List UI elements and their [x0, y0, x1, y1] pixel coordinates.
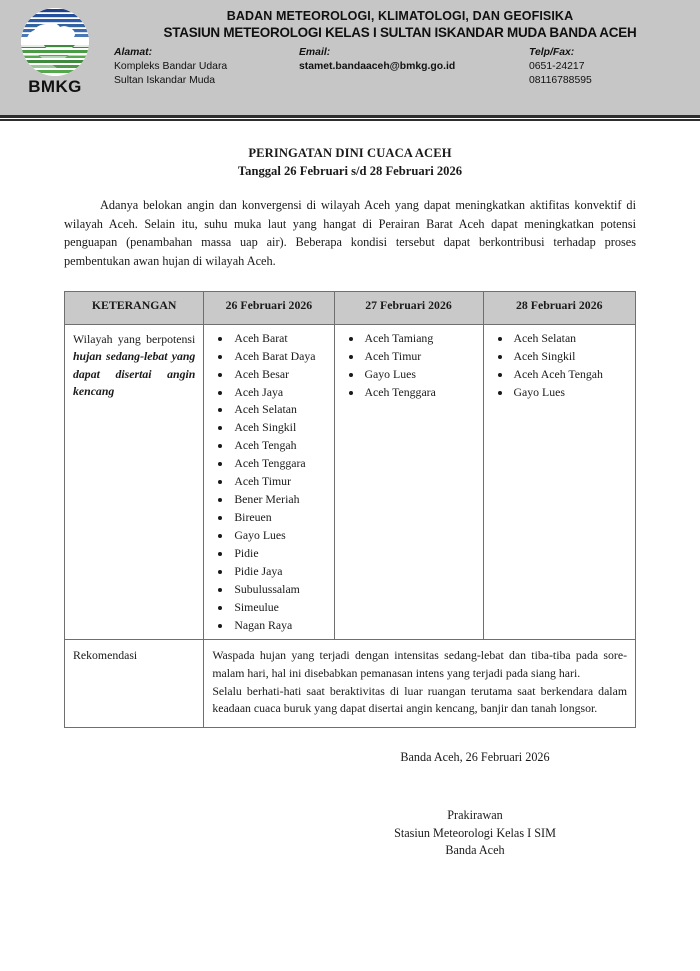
region-list-item: • Aceh Barat [232, 330, 329, 348]
region-list-item: • Gayo Lues [363, 366, 479, 384]
organization-name: BADAN METEOROLOGI, KLIMATOLOGI, DAN GEOFISIKA [226, 9, 574, 23]
row-label-emphasis: hujan sedang-lebat yang dapat disertai angin kencang [73, 349, 196, 399]
region-list-item: • Aceh Timur [232, 473, 329, 491]
region-cell-day-2 [334, 324, 483, 640]
region-list-item: • Aceh Barat Daya [232, 348, 329, 366]
logo-wordmark: BMKG [28, 77, 82, 96]
table-header-row [65, 291, 636, 324]
address-label: Alamat: [114, 47, 153, 58]
recommendation-paragraph: Waspada hujan yang terjadi dengan intensitas sedang-lebat dan tiba-tiba pada sore-malam hari, hal ini disebabkan pemanasan intens yang terjadi pada siang hari. [212, 648, 627, 681]
region-list-item: • Aceh Singkil [232, 419, 329, 437]
intro-paragraph: Adanya belokan angin dan konvergensi di wilayah Aceh yang dapat meningkatkan aktifitas konvektif di wilayah Aceh. Selain itu, suhu muka laut yang hangat di Perairan Barat Aceh dapat meningkatkan potensi penguapan (penambahan massa uap air). Beberapa kondisi tersebut dapat berkontribusi terhadap proses pembentukan awan hujan di wilayah Aceh. [64, 198, 636, 269]
region-list-item: • Aceh Aceh Tengah [512, 366, 631, 384]
region-list-item: • Pidie [232, 545, 329, 563]
phone-label: Telp/Fax: [529, 47, 575, 58]
table-row-recommendation [65, 640, 636, 728]
region-list-item: • Aceh Tenggara [363, 384, 479, 402]
table-header-date-3: 28 Februari 2026 [483, 291, 635, 324]
row-label-cell [65, 324, 204, 640]
phone-column [529, 46, 686, 88]
region-list-item: • Subulussalam [232, 581, 329, 599]
document-body [0, 146, 700, 859]
address-column [114, 46, 299, 88]
contact-row [114, 46, 686, 88]
recommendation-paragraph: Selalu berhati-hati saat beraktivitas di luar ruangan terutama saat berkendara dalam keadaan cuaca buruk yang dapat disertai angin kencang, banjir dan tanah longsor. [212, 683, 627, 716]
region-list-item: • Simeulue [232, 599, 329, 617]
phone-value-1: 0651-24217 [529, 61, 585, 73]
signature-office-line-1: Stasiun Meteorologi Kelas I SIM [394, 825, 556, 840]
signature-role: Prakirawan [447, 808, 503, 823]
region-list-day-3 [486, 330, 631, 402]
region-list-item: • Aceh Besar [232, 366, 329, 384]
region-list-item: • Aceh Jaya [232, 384, 329, 402]
region-list-item: • Nagan Raya [232, 617, 329, 635]
email-label: Email: [299, 47, 331, 58]
table-header-keterangan: KETERANGAN [65, 291, 204, 324]
region-list-day-2 [337, 330, 479, 402]
table-row-regions [65, 324, 636, 640]
region-list-item: • Aceh Selatan [232, 401, 329, 419]
region-list-item: • Pidie Jaya [232, 563, 329, 581]
signature-office-line-2: Banda Aceh [445, 842, 505, 857]
recommendation-body [204, 640, 636, 728]
region-cell-day-1 [204, 324, 334, 640]
region-list-item: • Gayo Lues [232, 527, 329, 545]
letterhead-banner [0, 0, 700, 118]
region-list-item: • Aceh Tengah [232, 437, 329, 455]
address-line-2: Sultan Iskandar Muda [114, 75, 216, 87]
table-header-date-2: 27 Februari 2026 [334, 291, 483, 324]
region-list-item: • Aceh Tamiang [363, 330, 479, 348]
region-list-item: • Aceh Selatan [512, 330, 631, 348]
region-list-day-1 [206, 330, 329, 635]
region-list-item: • Gayo Lues [512, 384, 631, 402]
bmkg-globe-logo-icon [21, 8, 89, 76]
phone-value-2: 08116788595 [529, 75, 592, 87]
email-value: stamet.bandaaceh@bmkg.go.id [299, 61, 456, 73]
email-column [299, 46, 529, 88]
signature-block [64, 807, 636, 859]
page-title: PERINGATAN DINI CUACA ACEH [248, 146, 452, 160]
region-list-item: • Bireuen [232, 509, 329, 527]
signature-place-date: Banda Aceh, 26 Februari 2026 [400, 750, 550, 765]
page-subtitle: Tanggal 26 Februari s/d 28 Februari 2026 [237, 164, 463, 178]
recommendation-label: Rekomendasi [65, 640, 204, 728]
region-list-item: • Aceh Timur [363, 348, 479, 366]
address-line-1: Kompleks Bandar Udara [114, 61, 228, 73]
row-label-plain: Wilayah yang berpotensi [73, 331, 196, 346]
region-cell-day-3 [483, 324, 635, 640]
region-list-item: • Aceh Singkil [512, 348, 631, 366]
region-list-item: • Bener Meriah [232, 491, 329, 509]
station-name: STASIUN METEOROLOGI KELAS I SULTAN ISKANDAR MUDA BANDA ACEH [163, 25, 637, 40]
region-list-item: • Aceh Tenggara [232, 455, 329, 473]
letterhead-text [110, 0, 700, 88]
logo-block [0, 0, 110, 97]
table-header-date-1: 26 Februari 2026 [204, 291, 334, 324]
warning-table [64, 291, 636, 728]
